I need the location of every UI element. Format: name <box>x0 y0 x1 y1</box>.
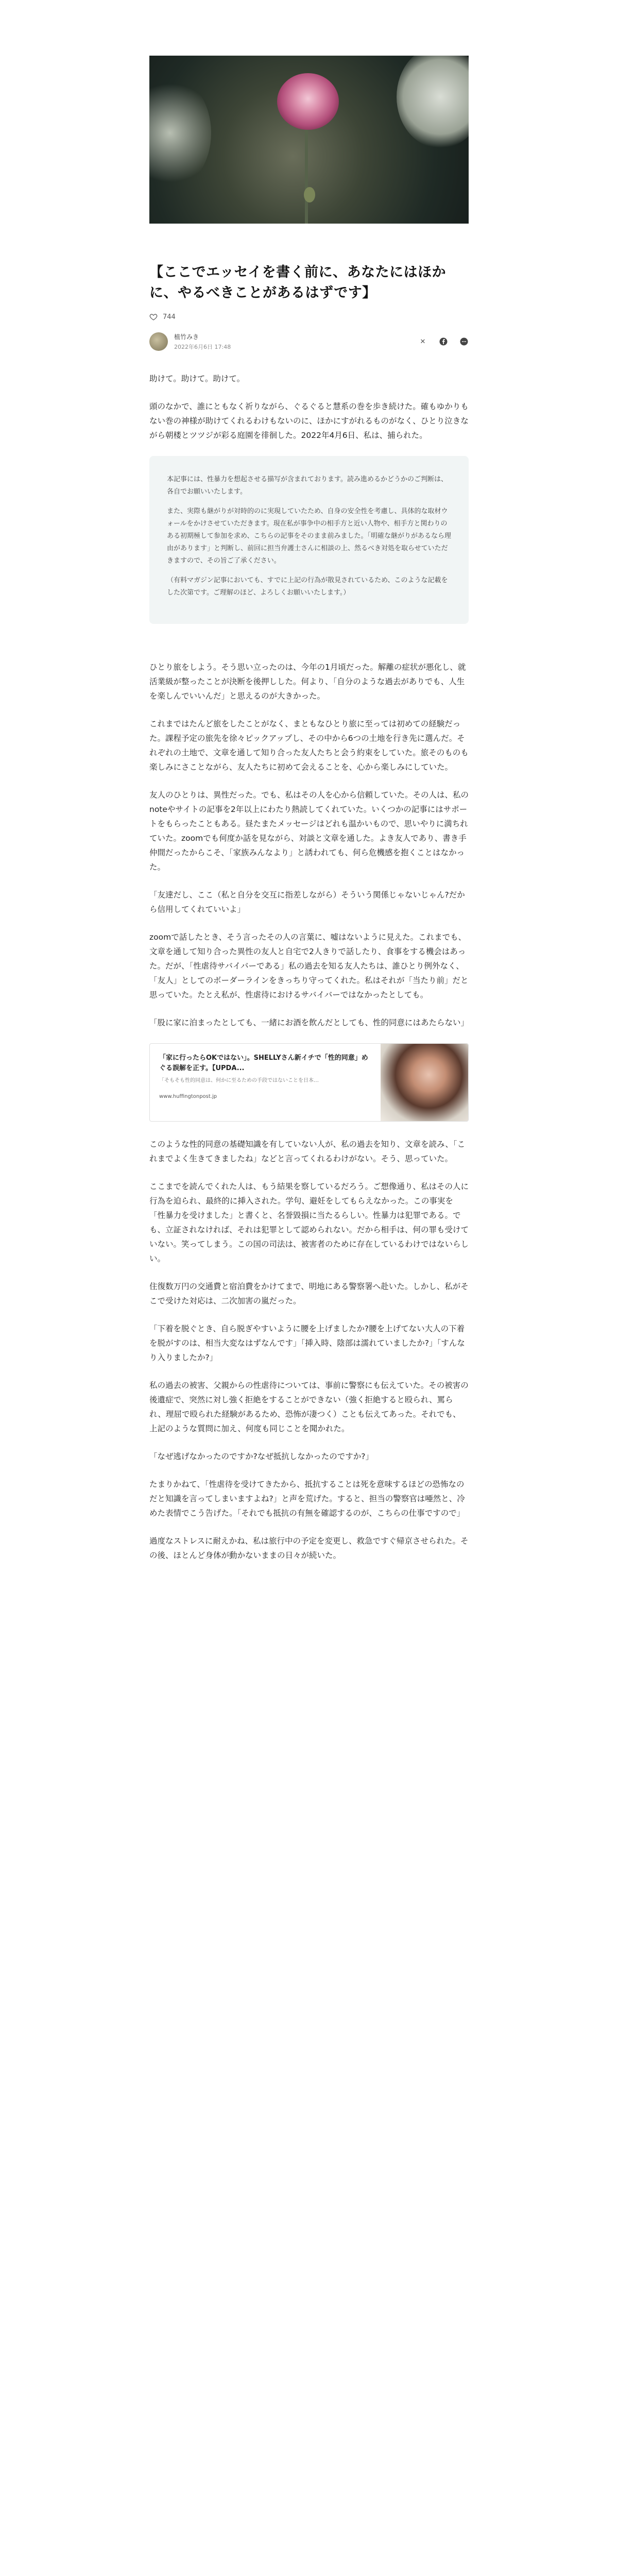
paragraph: 助けて。助けて。助けて。 <box>149 374 245 383</box>
paragraph: 「下着を脱ぐとき、自ら脱ぎやすいように腰を上げましたか?腰を上げてない大人の下着を脱がすのは、相当大変なはずなんです」「挿入時、陰部は濡れていましたか?」「すんなり入りましたか?」 <box>149 1324 465 1362</box>
paragraph: これまではたんど旅をしたことがなく、まともなひとり旅に至っては初めての経験だった。課程予定の旅先を徐々ピックアップし、その中から6つの土地を行き先に選んだ。それぞれの土地で、文章を通して知り合った友人たちと会う約束をしていた。旅そのものも楽しみにさことながら、友人たちに初めて会えることを、心から楽しみにしていた。 <box>149 719 469 772</box>
link-card-thumbnail <box>381 1044 468 1121</box>
link-card-title: 「家に行ったらOKではない」。SHELLYさん新イチで「性的同意」めぐる誤解を正す。【UPDA... <box>159 1054 368 1072</box>
paragraph: たまりかねて、「性虐待を受けてきたから、抵抗することは死を意味するほどの恐怖なのだと知識を言ってしまいますよね?」と声を荒げた。すると、担当の警察官は唖然と、冷めた表情でこう告げた。「それでも抵抗の有無を確認するのが、こちらの仕事ですので」 <box>149 1480 465 1518</box>
facebook-icon[interactable] <box>439 337 448 346</box>
share-buttons <box>418 337 469 346</box>
paragraph: 頭のなかで、誰にともなく祈りながら、ぐるぐると慧系の巻を歩き続けた。確もゆかりもない巻の神様が助けてくれるわけもないのに、ほかにすがれるものがなく、ひとり泣きながら朝楼とツツジが彩る庭園を徘徊した。2022年4月6日、私は、捕られた。 <box>149 402 469 440</box>
paragraph: 過度なストレスに耐えかね、私は旅行中の予定を変更し、救急ですぐ帰京させられた。その後、ほとんど身体が動かないままの日々が続いた。 <box>149 1536 469 1560</box>
article-title: 【ここでエッセイを書く前に、あなたにはほかに、やるべきことがあるはずです】 <box>149 264 447 301</box>
content-warning-box <box>149 456 469 624</box>
heart-icon[interactable] <box>149 313 158 321</box>
paragraph: zoomで話したとき、そう言ったその人の言葉に、嘘はないように見えた。これまでも、文章を通して知り合った異性の友人と自宅で2人きりで話したり、食事をする機会はあった。だが、「性虐待サバイバーである」私の過去を知る友人たちは、誰ひとり例外なく、「友人」としてのボーダーラインをきっちり守ってくれた。私はそれが「当たり前」だと思っていた。たとえ私が、性虐待におけるサバイバーではなかったとしても。 <box>149 933 469 999</box>
notice-text: 本記事には、性暴力を想起させる描写が含まれております。読み進めるかどうかのご判断は、各自でお願いいたします。 <box>167 476 448 496</box>
article-body <box>149 371 469 1563</box>
like-count: 744 <box>163 313 176 321</box>
publish-date: 2022年6月6日 17:48 <box>174 344 231 350</box>
notice-text: （有料マガジン記事においても、すでに上記の行為が散見されているため、このような記載をした次第です。ご理解のほど、よろしくお願いいたします。） <box>167 577 448 597</box>
like-row <box>149 313 469 321</box>
paragraph: 私の過去の被害、父親からの性虐待については、事前に警察にも伝えていた。その被害の後遺症で、突然に対し強く拒絶をすることができない（強く拒絶すると殴られ、罵られ、理屈で殴られた経験があるため、恐怖が凄つく）ことも伝えてあった。それでも、上記のような質問に加え、何度も同じことを聞かれた。 <box>149 1381 469 1433</box>
x-icon[interactable]: ✕ <box>420 337 426 346</box>
notice-text: また、実際も継がりが対時的のに実現していたため、自身の安全性を考慮し、具体的な取材ウォールをかけさせていただきます。現在私が事争中の相手方と近い人物や、相手方と関わりのある初期極して参加を求め、こちらの記事をそのまま前みました。「明確な継がりがあるなら理由があります」と判断し、前回に担当弁護士さんに相談の上、然るべき対処を取らせていただきますので、その旨ご了承ください。 <box>167 507 451 565</box>
link-card-description: 「そもそも性的同意は、何かに至るための手段ではないことを日本… <box>159 1078 319 1083</box>
paragraph: 友人のひとりは、異性だった。でも、私はその人を心から信頼していた。その人は、私のnoteやサイトの記事を2年以上にわたり熱読してくれていた。いくつかの記事にはサポートをもらったこともある。昼たまたメッセージはどれも温かいもので、思いやりに満ちれていた。zoomでも何度か話を見ながら、対談と文章を通した。よき友人であり、書き手仲間だったからこそ、「家族みんなより」と誘われても、何ら危機感を抱くことはなかった。 <box>149 790 469 872</box>
paragraph: ここまでを読んでくれた人は、もう結果を察しているだろう。ご想像通り、私はその人に行為を迫られ、最終的に挿入された。学句、避妊をしてもらえなかった。この事実を「性暴力を受けました」と書くと、名誉毀損に当たるらしい。性暴力は犯罪である。でも、立証されなければ、それは犯罪として認められない。だから相手は、何の罪も受けていない。笑ってしまう。この国の司法は、被害者のために存在しているわけではないらしい。 <box>149 1182 469 1263</box>
article-meta <box>149 332 469 351</box>
link-card[interactable] <box>149 1043 469 1122</box>
paragraph: ひとり旅をしよう。そう思い立ったのは、今年の1月頃だった。解離の症状が悪化し、就活業級が整ったことが決断を後押しした。何より、「自分のような過去がありでも、人生を楽しんでいいんだ」と思えるのが大きかった。 <box>149 663 466 701</box>
paragraph: 「なぜ逃げなかったのですか?なぜ抵抗しなかったのですか?」 <box>149 1452 373 1461</box>
paragraph: 住復数万円の交通費と宿泊費をかけてまで、明地にある警察署へ赴いた。しかし、私がそこで受けた対応は、二次加害の嵐だった。 <box>149 1282 469 1306</box>
paragraph: 「友達だし、ここ（私と自分を交互に指差しながら）そういう関係じゃないじゃん?だから信用してくれていいよ」 <box>149 890 465 914</box>
paragraph: このような性的同意の基礎知識を有していない人が、私の過去を知り、文章を読み、「これまでよく生きてきましたね」などと言ってくれるわけがない。そう、思っていた。 <box>149 1140 466 1163</box>
hero-image <box>149 56 469 224</box>
link-card-url: www.huffingtonpost.jp <box>159 1094 217 1099</box>
article-page <box>149 56 469 1563</box>
link-icon[interactable] <box>459 337 469 346</box>
paragraph: 「股に家に泊まったとしても、一緒にお酒を飲んだとしても、性的同意にはあたらない」 <box>149 1018 469 1027</box>
avatar[interactable] <box>149 332 168 351</box>
author-name[interactable]: 植竹みき <box>174 333 199 341</box>
